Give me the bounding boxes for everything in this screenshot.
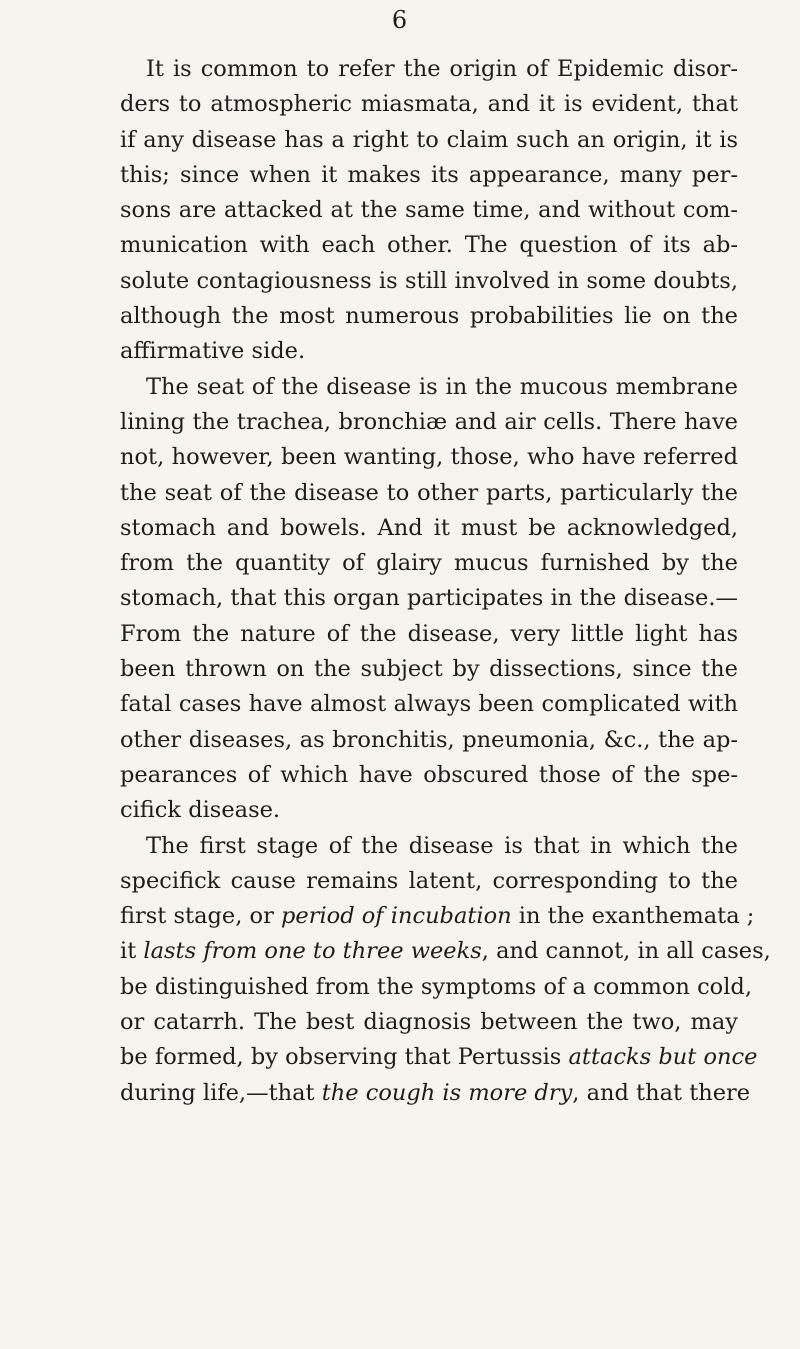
text-line: ders to atmospheric miasmata, and it is evident, that — [120, 91, 738, 118]
text-line: the seat of the disease to other parts, particularly the — [120, 479, 738, 506]
text-line: other diseases, as bronchitis, pneumonia, &c., the ap- — [120, 726, 738, 753]
text-segment: , and cannot, in all cases, — [481, 938, 771, 965]
text-line: be distinguished from the symptoms of a common cold, — [120, 973, 752, 1000]
text-segment: , and that there — [572, 1079, 751, 1106]
text-line: if any disease has a right to claim such an origin, it is — [120, 126, 738, 153]
text-line: or catarrh. The best diagnosis between the two, may — [120, 1009, 738, 1036]
text-line: solute contagiousness is still involved in some doubts, — [120, 267, 738, 294]
text-segment: first stage, or — [120, 903, 281, 930]
text-line: The first stage of the disease is that in which the — [146, 832, 738, 859]
text-line: pearances of which have obscured those of the spe- — [120, 761, 738, 788]
text-line: from the quantity of glairy mucus furnished by the — [120, 550, 738, 577]
page-number: 6 — [391, 6, 409, 34]
text-line: From the nature of the disease, very little light has — [120, 620, 738, 647]
text-line: cifick disease. — [120, 797, 281, 824]
text-segment: during life,—that — [120, 1079, 322, 1106]
text-line: It is common to refer the origin of Epidemic disor- — [146, 56, 738, 82]
text-line: not, however, been wanting, those, who have referred — [120, 444, 738, 471]
text-line — [120, 1040, 758, 1075]
text-line: been thrown on the subject by dissections, since the — [120, 656, 738, 683]
text-line: fatal cases have almost always been complicated with — [120, 691, 738, 718]
italic-segment: attacks but once — [568, 1044, 758, 1071]
italic-segment: the cough is more dry — [321, 1079, 573, 1106]
text-line: although the most numerous probabilities lie on the — [120, 303, 738, 330]
italic-segment: period of incubation — [280, 903, 512, 930]
text-line: affirmative side. — [120, 338, 306, 365]
text-line: sons are attacked at the same time, and without com- — [120, 197, 738, 224]
italic-segment: lasts from one to three weeks — [143, 938, 482, 965]
text-line: lining the trachea, bronchiæ and air cells. There have — [120, 408, 738, 435]
text-line: stomach and bowels. And it must be acknowledged, — [120, 514, 738, 541]
text-line: this; since when it makes its appearance, many per- — [120, 161, 738, 188]
text-line — [120, 899, 755, 934]
text-line — [120, 1076, 751, 1111]
text-segment: it — [120, 938, 144, 965]
text-segment: in the exanthemata ; — [511, 903, 755, 930]
body-text — [120, 52, 771, 1111]
text-line: munication with each other. The question of its ab- — [120, 232, 738, 259]
text-line — [120, 934, 771, 969]
text-line: The seat of the disease is in the mucous membrane — [146, 373, 738, 400]
text-line: stomach, that this organ participates in the disease.— — [120, 585, 738, 612]
text-segment: be formed, by observing that Pertussis — [120, 1044, 569, 1071]
text-line: specifick cause remains latent, corresponding to the — [120, 867, 738, 894]
